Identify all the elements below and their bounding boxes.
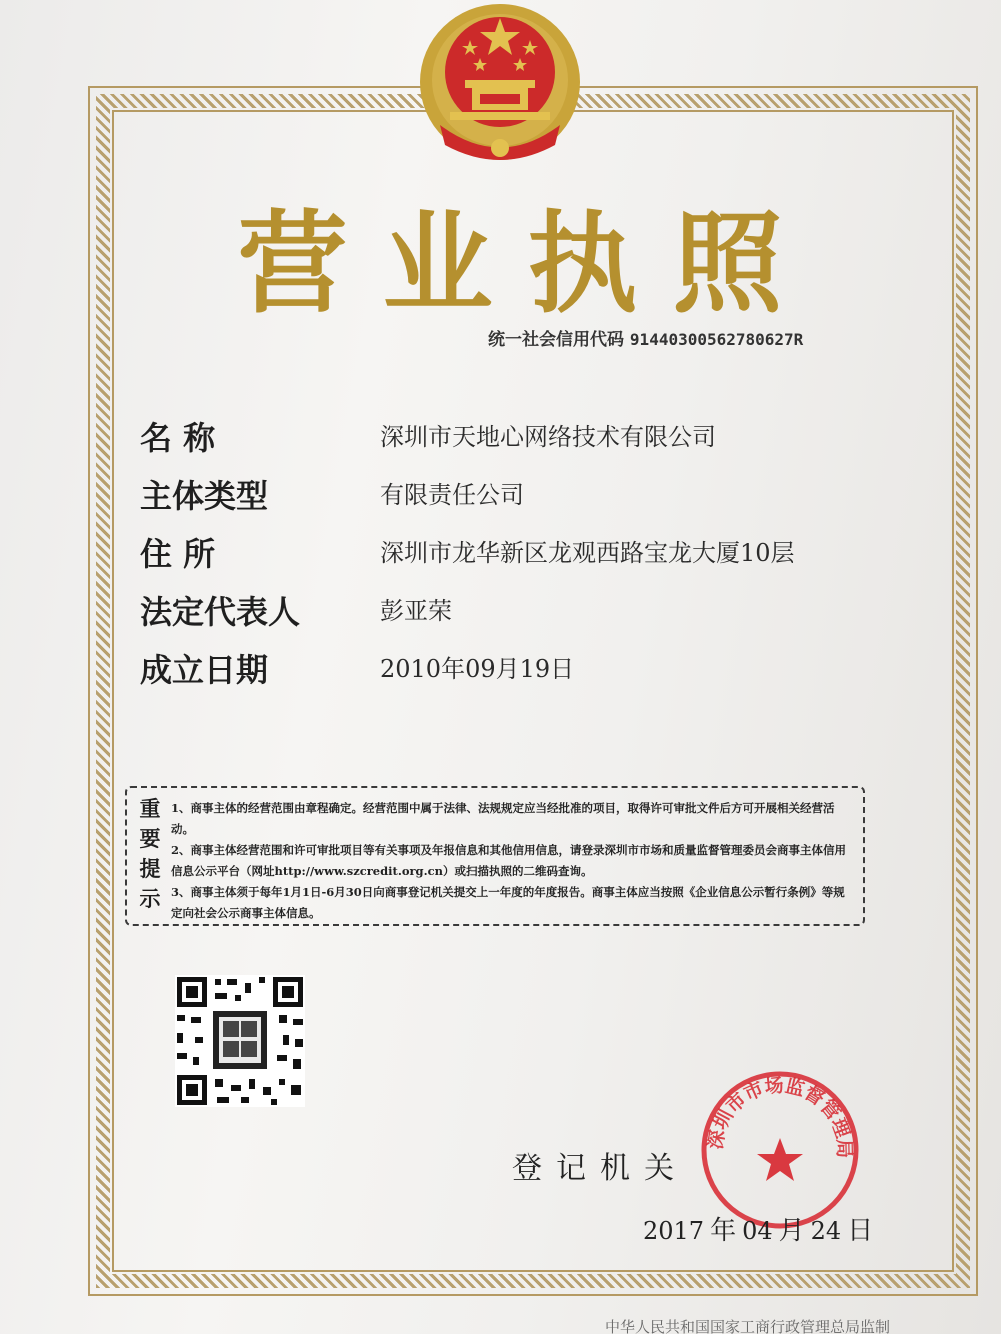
issue-month: 04: [742, 1217, 773, 1245]
issue-date: [643, 1210, 879, 1247]
title-char: 执: [527, 200, 638, 328]
notice-title-char: 提: [139, 857, 161, 881]
field-label: [140, 471, 350, 517]
field-label-text: 法定代表人: [140, 593, 301, 631]
notice-body: [171, 798, 851, 924]
notice-title-char: 重: [139, 797, 161, 821]
field-value: 深圳市天地心网络技术有限公司: [380, 423, 716, 451]
footer-issuer: 中华人民共和国国家工商行政管理总局监制: [605, 1318, 891, 1334]
issue-year: 2017: [643, 1217, 705, 1245]
registration-authority-label: 登记机关: [512, 1151, 688, 1186]
issue-month-unit: 月: [778, 1216, 805, 1246]
field-value: 彭亚荣: [380, 597, 452, 625]
notice-item: 2、商事主体经营范围和许可审批项目等有关事项及年报信息和其他信用信息，请登录深圳市市场和质量监督管理委员会商事主体信用信息公示平台（网址http://www.szcredit.org.cn）或扫描执照的二维码查询。: [171, 843, 846, 878]
credit-code-label: 统一社会信用代码: [488, 330, 624, 350]
field-label: [140, 529, 350, 575]
notice-title: [135, 794, 165, 914]
field-label-text: 住 所: [140, 535, 216, 573]
title-char: 照: [672, 200, 783, 328]
issue-day-unit: 日: [847, 1216, 874, 1246]
field-label: [140, 587, 350, 633]
notice-item: 3、商事主体须于每年1月1日-6月30日向商事登记机关提交上一年度的年度报告。商事主体应当按照《企业信息公示暂行条例》等规定向社会公示商事主体信息。: [171, 885, 845, 920]
notice-item: 1、商事主体的经营范围由章程确定。经营范围中属于法律、法规规定应当经批准的项目，取得许可审批文件后方可开展相关经营活动。: [171, 801, 835, 836]
field-label: [140, 413, 350, 459]
field-value: 2010年09月19日: [380, 655, 575, 683]
official-seal-icon: [700, 1070, 860, 1230]
notice-title-char: 示: [139, 887, 161, 911]
credit-code: [488, 325, 908, 355]
field-row-address: [140, 521, 900, 579]
field-row-legal-rep: [140, 579, 900, 637]
field-label-text: 主体类型: [140, 477, 269, 515]
field-value: 深圳市龙华新区龙观西路宝龙大厦10层: [380, 539, 795, 567]
field-value: 有限责任公司: [380, 481, 524, 509]
notice-title-char: 要: [139, 827, 161, 851]
credit-code-value: 91440300562780627R: [629, 330, 804, 349]
important-notice-box: [125, 786, 865, 926]
seal-text: 深圳市市场监督管理局: [704, 1074, 856, 1159]
field-label-text: 名 称: [140, 419, 216, 457]
field-label-text: 成立日期: [140, 651, 269, 689]
field-label: [140, 645, 350, 691]
issue-year-unit: 年: [710, 1216, 737, 1246]
qr-code-icon: [175, 975, 305, 1107]
field-row-name: [140, 405, 900, 463]
issue-day: 24: [810, 1217, 842, 1245]
field-row-type: [140, 463, 900, 521]
title-char: 业: [382, 200, 493, 328]
registration-fields: [140, 405, 900, 695]
title-char: 营: [237, 200, 348, 328]
national-emblem-icon: [410, 0, 590, 165]
field-row-established: [140, 637, 900, 695]
document-title: [230, 190, 790, 328]
